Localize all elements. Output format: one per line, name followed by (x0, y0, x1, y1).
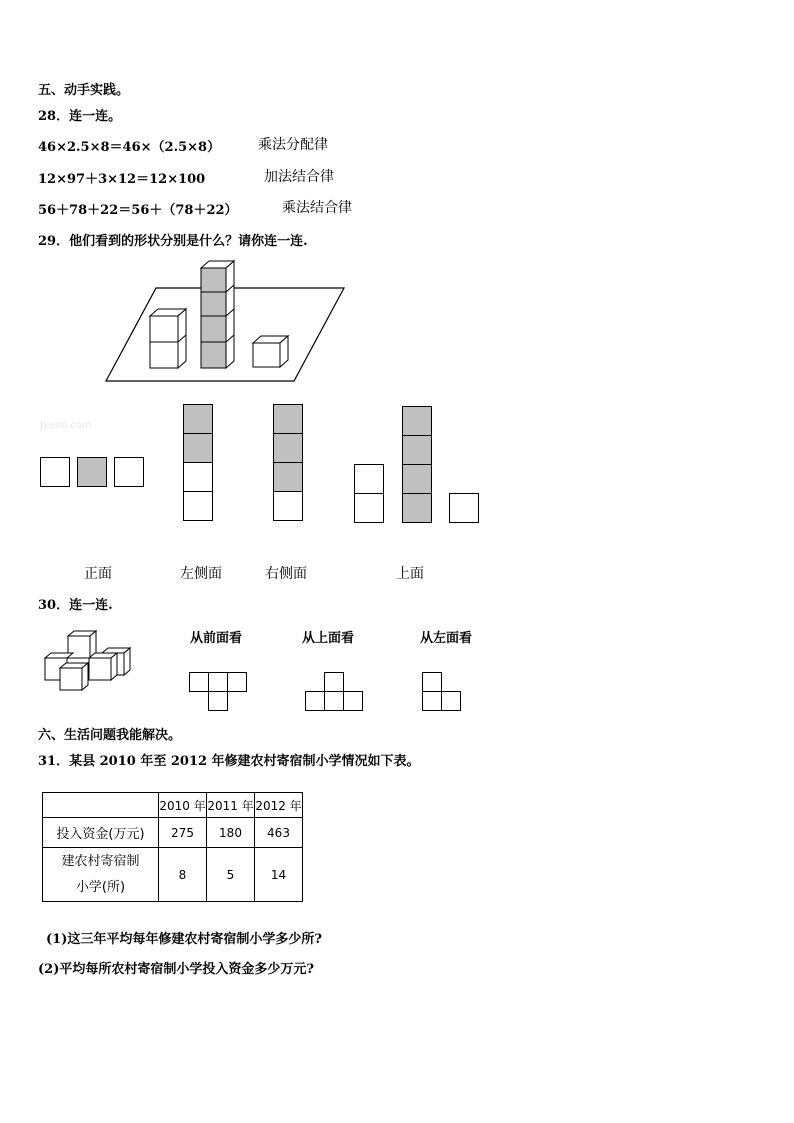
table-row (43, 818, 303, 848)
view-label-top: 上面 (396, 566, 424, 582)
view-label-left: 左侧面 (180, 566, 222, 582)
label-from-left: 从左面看 (420, 631, 473, 646)
question-31-title: 31．某县 2010 年至 2012 年修建农村寄宿制小学情况如下表。 (38, 754, 420, 769)
cube-scene-figure (100, 258, 350, 386)
row-label (43, 848, 159, 902)
sub-question-1: (1)这三年平均每年修建农村寄宿制小学多少所? (46, 932, 322, 947)
row-label: 投入资金(万元) (43, 818, 159, 848)
view-label-right: 右侧面 (265, 566, 307, 582)
label-from-front: 从前面看 (190, 631, 243, 646)
law-1: 乘法分配律 (258, 137, 328, 153)
table-row (43, 848, 303, 902)
table-cell: 8 (159, 848, 207, 902)
table-cell: 5 (207, 848, 255, 902)
table-header-cell: 2010 年 (159, 793, 207, 818)
law-2: 加法结合律 (264, 169, 334, 185)
section-title: 五、动手实践。 (38, 83, 130, 98)
table-header-cell: 2012 年 (255, 793, 303, 818)
expression-2: 12×97＋3×12＝12×100 (38, 172, 206, 187)
row-label-line: 小学(所) (75, 879, 126, 895)
data-table (42, 792, 303, 902)
table-cell: 275 (159, 818, 207, 848)
question-29-title: 29．他们看到的形状分别是什么？请你连一连. (38, 234, 308, 249)
section-title: 六、生活问题我能解决。 (38, 728, 182, 743)
label-from-top: 从上面看 (302, 631, 355, 646)
expression-3: 56＋78＋22＝56＋（78＋22） (38, 203, 238, 218)
law-3: 乘法结合律 (282, 200, 352, 216)
row-label-line: 建农村寄宿制 (61, 853, 140, 869)
table-header-cell (43, 793, 159, 818)
table-header-cell: 2011 年 (207, 793, 255, 818)
expression-1: 46×2.5×8＝46×（2.5×8） (38, 140, 221, 155)
cube-assembly-figure (40, 626, 136, 696)
table-cell: 14 (255, 848, 303, 902)
question-30-title: 30．连一连. (38, 598, 113, 613)
view-label-front: 正面 (84, 566, 112, 582)
table-cell: 463 (255, 818, 303, 848)
sub-question-2: (2)平均每所农村寄宿制小学投入资金多少万元? (38, 962, 314, 977)
question-28-title: 28．连一连。 (38, 109, 122, 124)
table-cell: 180 (207, 818, 255, 848)
watermark: Jyeoo.com (40, 420, 92, 431)
